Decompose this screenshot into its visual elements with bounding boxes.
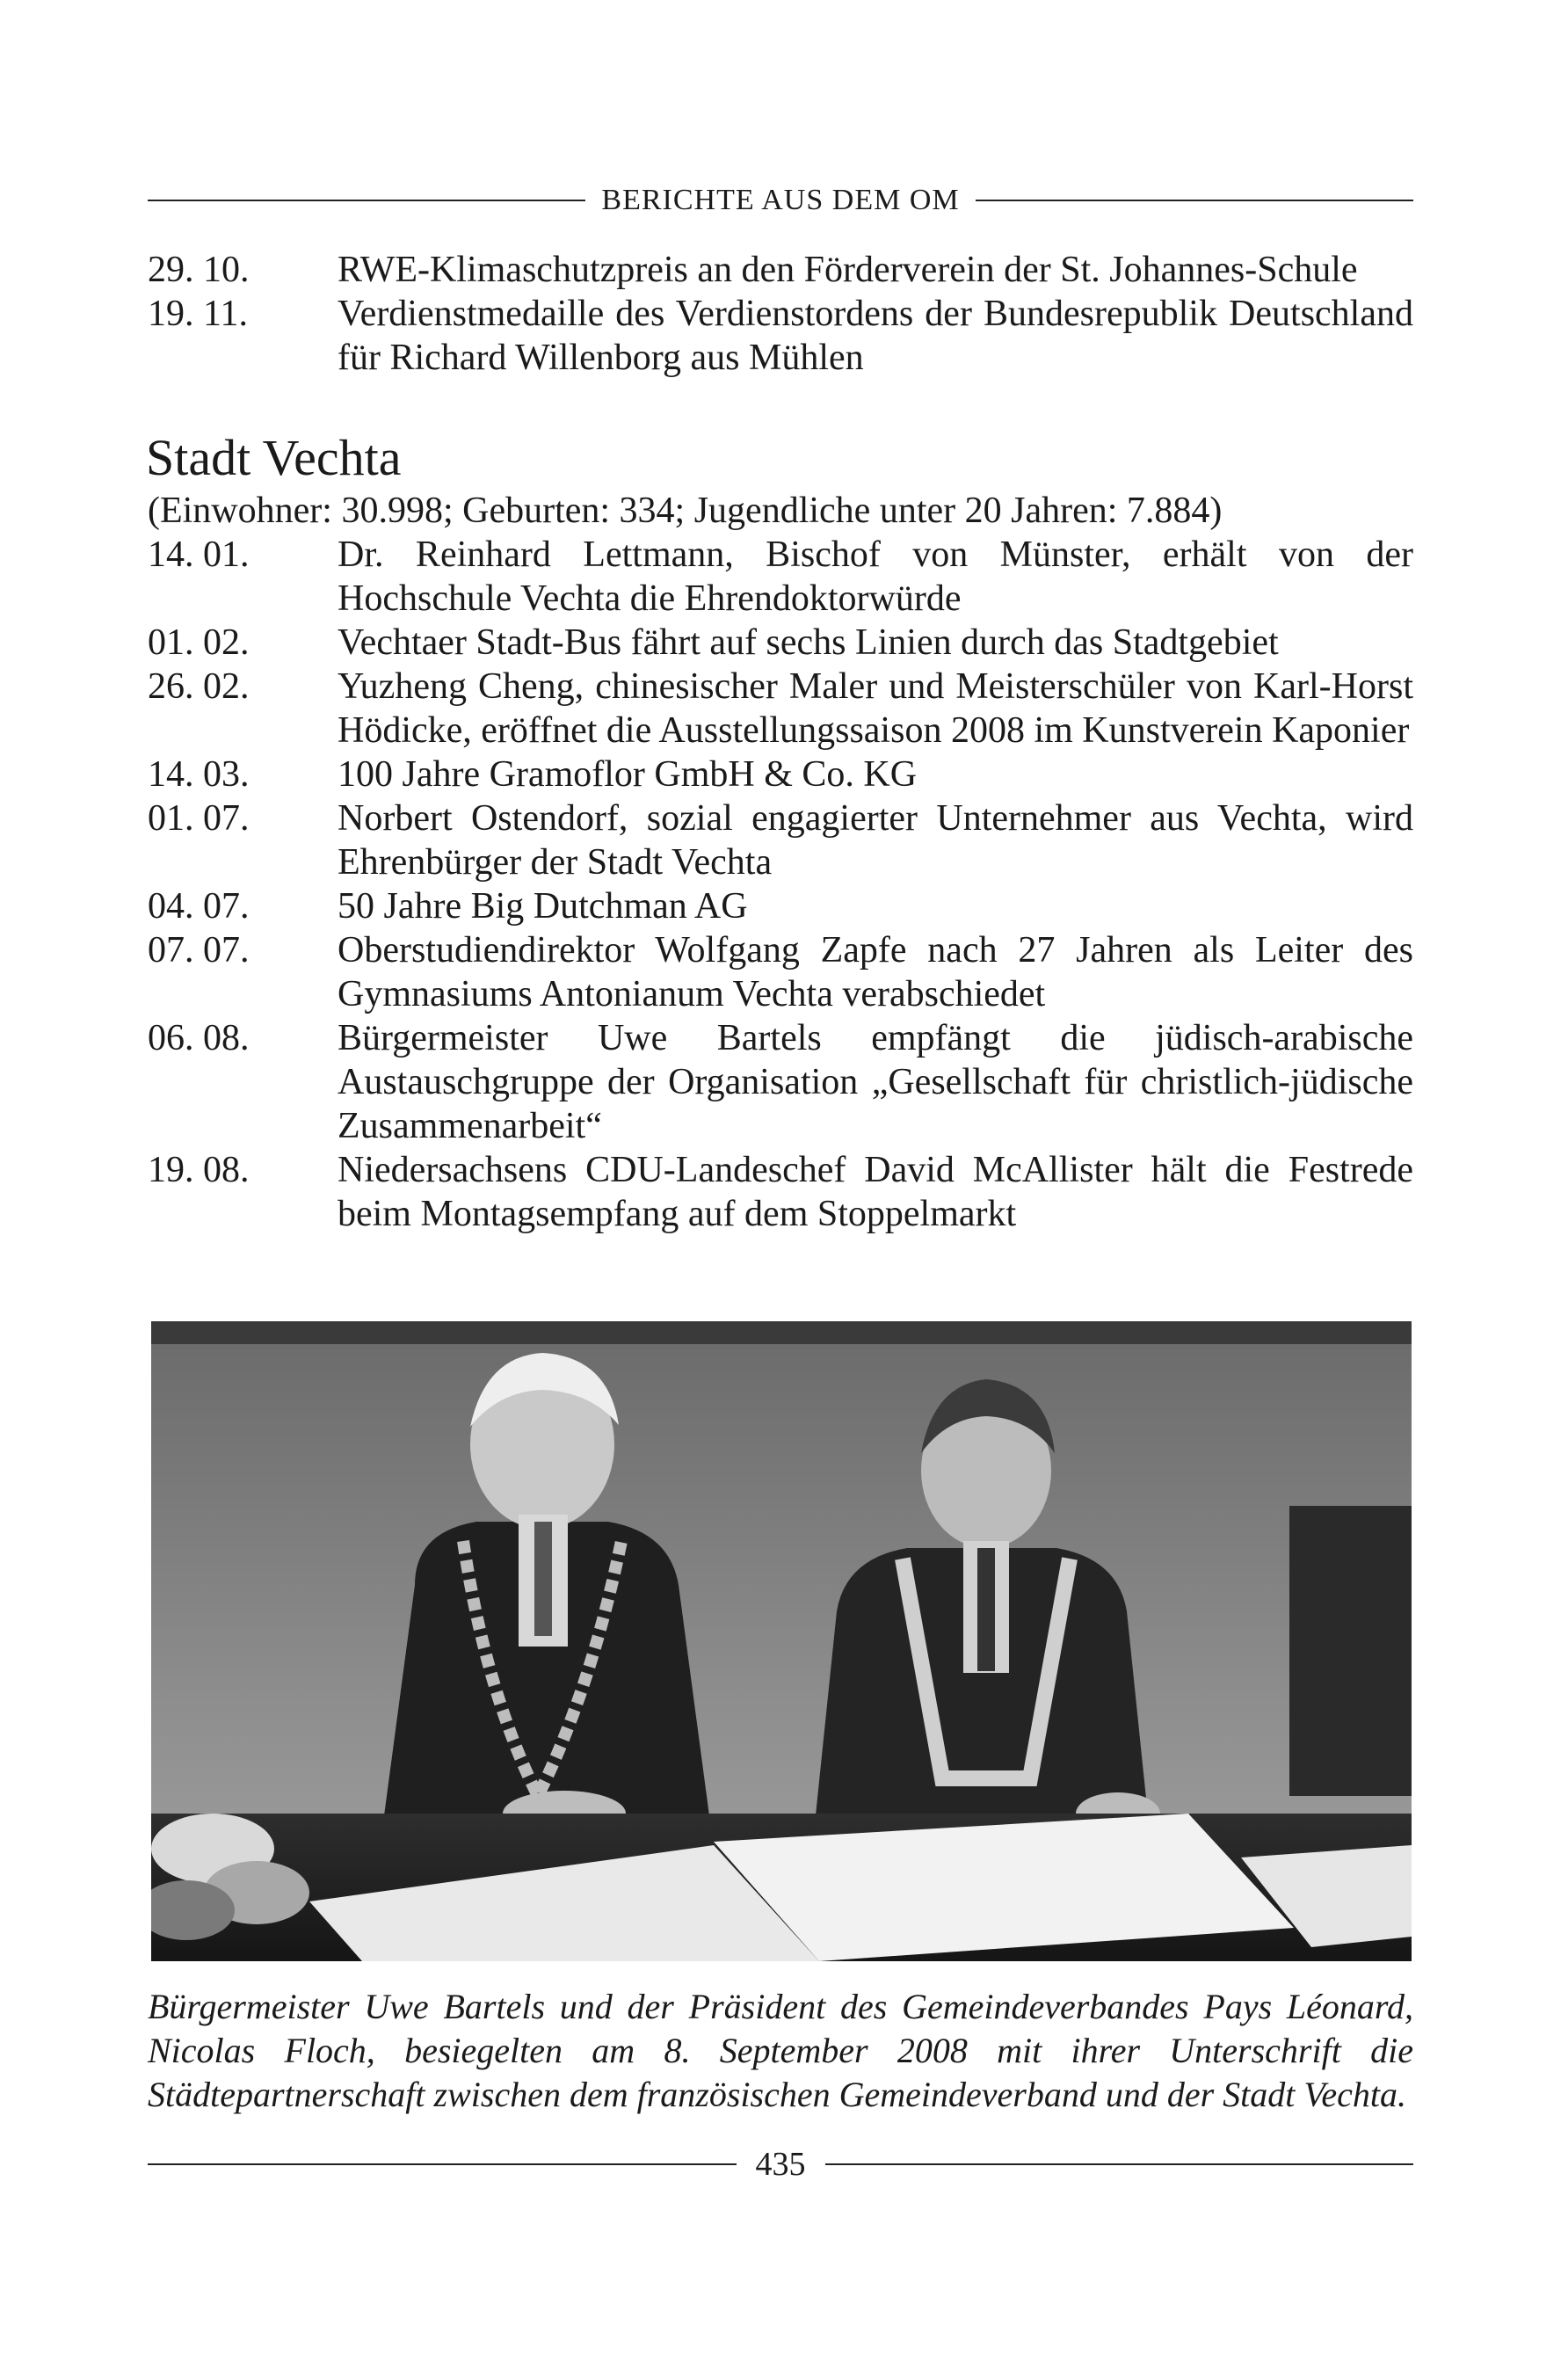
list-item bbox=[148, 796, 1413, 884]
entry-text: Oberstudiendirektor Wolfgang Zapfe nach 27 Jahren als Leiter des Gymnasiums Antonianum Vechta verabschiedet bbox=[338, 930, 1413, 1014]
list-item bbox=[148, 928, 1413, 1016]
section-stats: (Einwohner: 30.998; Geburten: 334; Jugendliche unter 20 Jahren: 7.884) bbox=[148, 491, 1223, 531]
entry-text: Norbert Ostendorf, sozial engagierter Unternehmer aus Vechta, wird Ehrenbürger der Stadt Vechta bbox=[338, 798, 1413, 883]
header-rule-left bbox=[148, 200, 585, 201]
entry-text: 50 Jahre Big Dutchman AG bbox=[338, 886, 748, 927]
footer-rule-left bbox=[148, 2163, 737, 2165]
entry-text: 100 Jahre Gramoflor GmbH & Co. KG bbox=[338, 754, 918, 795]
vechta-entry-list bbox=[148, 533, 1413, 1236]
list-item bbox=[148, 884, 1413, 928]
page-number: 435 bbox=[755, 2146, 806, 2183]
entry-text: Yuzheng Cheng, chinesischer Maler und Meisterschüler von Karl-Horst Hödicke, eröffnet die Ausstellungssaison 2008 im Kunstverein Kaponier bbox=[338, 666, 1413, 751]
signing-ceremony-photo bbox=[151, 1321, 1412, 1961]
entry-text: Dr. Reinhard Lettmann, Bischof von Münster, erhält von der Hochschule Vechta die Ehrendoktorwürde bbox=[338, 534, 1413, 619]
entry-date: 29. 10. bbox=[148, 250, 250, 290]
entry-text: RWE-Klimaschutzpreis an den Förderverein der St. Johannes-Schule bbox=[338, 250, 1358, 290]
running-header bbox=[148, 183, 1413, 218]
header-rule-right bbox=[976, 200, 1413, 201]
list-item bbox=[148, 292, 1413, 380]
entry-date: 07. 07. bbox=[148, 930, 250, 971]
list-item bbox=[148, 248, 1413, 292]
entry-text: Niedersachsens CDU-Landeschef David McAllister hält die Festrede beim Montagsempfang auf dem Stoppelmarkt bbox=[338, 1150, 1413, 1234]
top-entry-list bbox=[148, 248, 1413, 380]
entry-date: 06. 08. bbox=[148, 1018, 250, 1058]
entry-date: 19. 08. bbox=[148, 1150, 250, 1190]
entry-date: 01. 02. bbox=[148, 622, 250, 663]
running-header-title: BERICHTE AUS DEM OM bbox=[601, 184, 960, 216]
entry-date: 26. 02. bbox=[148, 666, 250, 707]
entry-text: Vechtaer Stadt-Bus fährt auf sechs Linien durch das Stadtgebiet bbox=[338, 622, 1279, 663]
footer-rule-right bbox=[825, 2163, 1414, 2165]
list-item bbox=[148, 752, 1413, 796]
entry-date: 14. 01. bbox=[148, 534, 250, 575]
list-item bbox=[148, 1016, 1413, 1148]
entry-date: 14. 03. bbox=[148, 754, 250, 795]
list-item bbox=[148, 665, 1413, 752]
entry-text: Verdienstmedaille des Verdienstordens der Bundesrepublik Deutschland für Richard Willenborg aus Mühlen bbox=[338, 294, 1413, 378]
list-item bbox=[148, 621, 1413, 665]
third-person-silhouette bbox=[1289, 1506, 1412, 1796]
list-item bbox=[148, 1148, 1413, 1236]
page-footer bbox=[148, 2145, 1413, 2184]
entry-date: 19. 11. bbox=[148, 294, 248, 334]
entry-text: Bürgermeister Uwe Bartels empfängt die jüdisch-arabische Austauschgruppe der Organisation „Gesellschaft für christlich-jüdische Zusammenarbeit“ bbox=[338, 1018, 1413, 1146]
entry-date: 04. 07. bbox=[148, 886, 250, 927]
photo-illustration bbox=[151, 1321, 1412, 1961]
list-item bbox=[148, 533, 1413, 621]
section-title: Stadt Vechta bbox=[146, 429, 402, 486]
ceiling-band bbox=[151, 1321, 1412, 1344]
entry-date: 01. 07. bbox=[148, 798, 250, 839]
photo-caption: Bürgermeister Uwe Bartels und der Präsident des Gemeindeverbandes Pays Léonard, Nicolas Floch, besiegelten am 8. September 2008 mit ihrer Unterschrift die Städtepartnerschaft zwischen dem französischen Gemeindeverband und der Stadt Vechta. bbox=[148, 1987, 1413, 2114]
